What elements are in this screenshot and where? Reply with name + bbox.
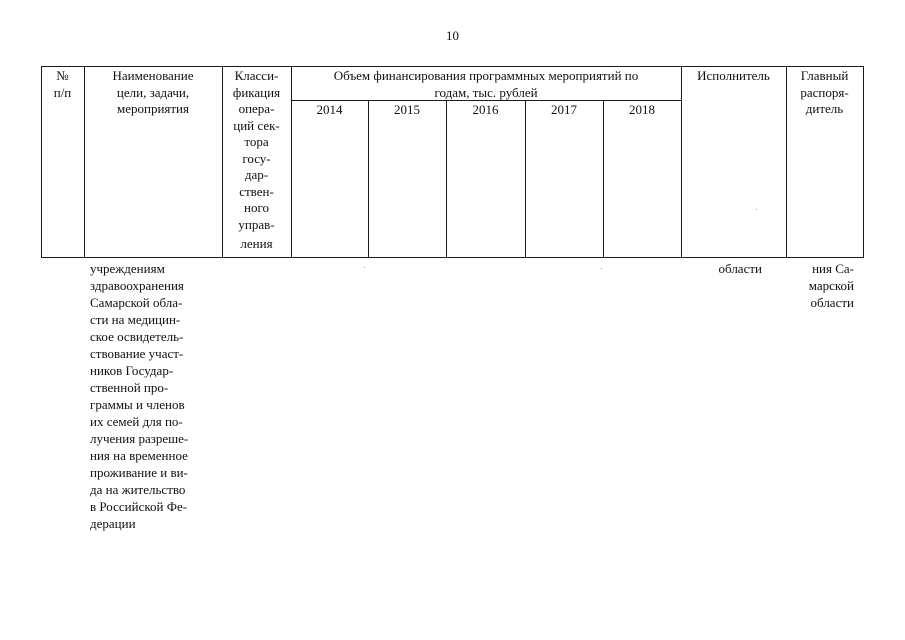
- column-divider: [681, 66, 682, 258]
- header-class-line: опера-: [238, 101, 275, 116]
- header-class-line: ления: [240, 236, 273, 251]
- activity-name-line: дерации: [90, 516, 136, 531]
- header-class-line: фикация: [232, 84, 281, 100]
- header-executor: Исполнитель: [697, 68, 770, 83]
- header-class-line: управ-: [238, 216, 275, 232]
- activity-name-line: Самарской обла-: [90, 295, 183, 310]
- column-divider: [525, 100, 526, 258]
- header-year-2017: 2017: [551, 102, 577, 117]
- scan-speck: [756, 209, 757, 210]
- scan-speck: [364, 267, 365, 268]
- activity-name-line: ния на временное: [90, 448, 188, 463]
- header-number-line: №: [56, 68, 69, 83]
- header-funding-line: Объем финансирования программных мероприятий по: [333, 68, 639, 83]
- activity-name-line: ников Государ-: [90, 363, 174, 378]
- header-year-2014: 2014: [316, 102, 343, 117]
- header-class-line: ного: [244, 200, 269, 215]
- header-year-2018: 2018: [629, 102, 655, 117]
- activity-name-line: в Российской Фе-: [90, 499, 188, 514]
- header-class-line: ствен-: [239, 183, 274, 199]
- activity-name-line: проживание и ви-: [90, 465, 188, 480]
- header-class-line: тора: [244, 134, 269, 149]
- column-divider: [603, 100, 604, 258]
- activity-name-line: ское освидетель-: [90, 329, 184, 344]
- header-manager-line: распоря-: [800, 84, 849, 100]
- manager-line: области: [810, 295, 854, 310]
- header-year-2015: 2015: [394, 102, 420, 117]
- activity-name-line: да на жительство: [90, 482, 186, 497]
- activity-name-line: учреждениям: [90, 261, 165, 276]
- header-year-2016: 2016: [472, 102, 499, 117]
- page-number: 10: [446, 28, 459, 43]
- activity-name-line: ствование участ-: [90, 346, 184, 361]
- activity-name-line: лучения разреше-: [90, 431, 189, 446]
- activity-name-line: здравоохранения: [90, 278, 184, 293]
- manager-line: марской: [808, 278, 854, 293]
- header-number-line: п/п: [53, 84, 72, 100]
- header-class-line: госу-: [242, 150, 271, 166]
- activity-name-line: сти на медицин-: [90, 312, 181, 327]
- header-funding-line: годам, тыс. рублей: [434, 84, 538, 100]
- header-manager-line: дитель: [805, 101, 844, 116]
- table-bottom-border: [41, 257, 863, 258]
- activity-name-line: ственной про-: [90, 380, 169, 395]
- manager-line: ния Са-: [812, 261, 854, 276]
- header-class-line: ций сек-: [233, 117, 280, 133]
- activity-name-line: их семей для по-: [90, 414, 183, 429]
- activity-name-line: граммы и членов: [90, 397, 185, 412]
- scan-speck: [601, 268, 602, 269]
- header-class-line: Класси-: [234, 68, 279, 83]
- header-name-line: мероприятия: [116, 101, 189, 116]
- column-divider: [863, 66, 864, 258]
- executor-line: области: [718, 261, 762, 276]
- header-class-line: дар-: [244, 167, 269, 182]
- column-divider: [446, 100, 447, 258]
- column-divider: [368, 100, 369, 258]
- header-manager-line: Главный: [800, 68, 849, 83]
- header-name-line: Наименование: [112, 68, 194, 83]
- header-name-line: цели, задачи,: [116, 84, 190, 100]
- table-top-border: [41, 66, 863, 67]
